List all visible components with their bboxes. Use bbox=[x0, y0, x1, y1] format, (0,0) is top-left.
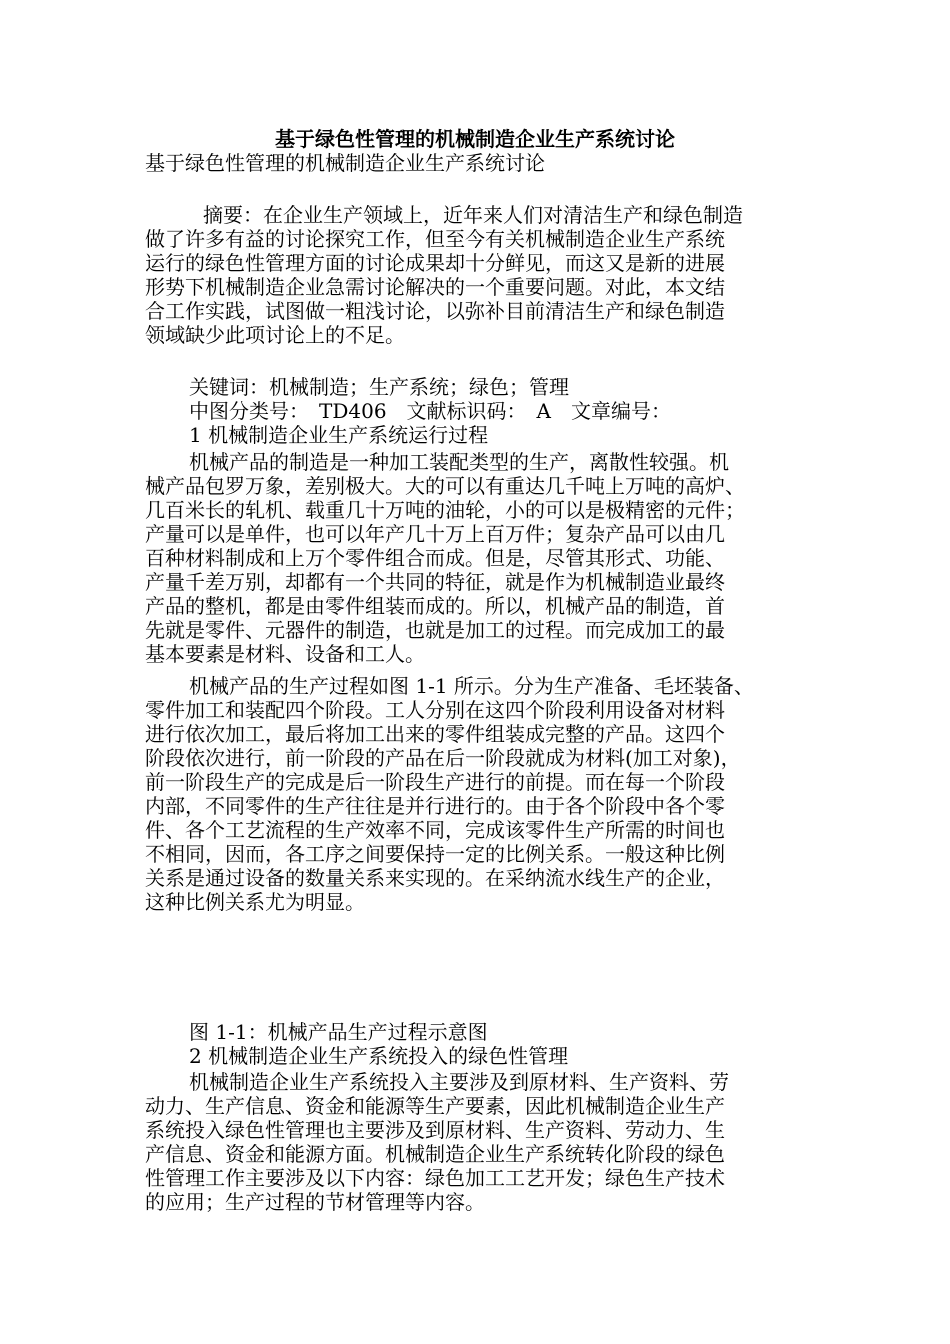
classification-line: 中图分类号： TD406 文献标识码： A 文章编号： bbox=[189, 399, 671, 423]
paragraph-line: 先就是零件、元器件的制造，也就是加工的过程。而完成加工的最 bbox=[145, 618, 725, 642]
paragraph-line: 产信息、资金和能源方面。机械制造企业生产系统转化阶段的绿色 bbox=[145, 1142, 725, 1166]
paragraph-line: 产量可以是单件，也可以年产几十万上百万件；复杂产品可以由几 bbox=[145, 522, 725, 546]
paragraph-line: 前一阶段生产的完成是后一阶段生产进行的前提。而在每一个阶段 bbox=[145, 770, 725, 794]
abstract-line: 做了许多有益的讨论探究工作，但至今有关机械制造企业生产系统 bbox=[145, 227, 725, 251]
abstract-line: 形势下机械制造企业急需讨论解决的一个重要问题。对此，本文结 bbox=[145, 275, 725, 299]
paragraph-line: 基本要素是材料、设备和工人。 bbox=[145, 642, 425, 666]
paragraph-line: 零件加工和装配四个阶段。工人分别在这四个阶段利用设备对材料 bbox=[145, 698, 725, 722]
abstract-line: 摘要：在企业生产领域上，近年来人们对清洁生产和绿色制造 bbox=[203, 203, 743, 227]
paragraph-line: 性管理工作主要涉及以下内容：绿色加工工艺开发；绿色生产技术 bbox=[145, 1166, 725, 1190]
abstract-line: 运行的绿色性管理方面的讨论成果却十分鲜见，而这又是新的进展 bbox=[145, 251, 725, 275]
paragraph-3 bbox=[145, 1070, 803, 1214]
document-subtitle: 基于绿色性管理的机械制造企业生产系统讨论 bbox=[145, 151, 545, 175]
paragraph-line: 机械产品的制造是一种加工装配类型的生产，离散性较强。机 bbox=[189, 450, 729, 474]
paragraph-line: 这种比例关系尤为明显。 bbox=[145, 890, 365, 914]
paragraph-line: 机械制造企业生产系统投入主要涉及到原材料、生产资料、劳 bbox=[189, 1070, 729, 1094]
paragraph-2 bbox=[145, 674, 803, 914]
abstract-line: 领域缺少此项讨论上的不足。 bbox=[145, 323, 405, 347]
paragraph-line: 几百米长的轧机、载重几十万吨的油轮，小的可以是极精密的元件； bbox=[145, 498, 745, 522]
abstract-line: 合工作实践，试图做一粗浅讨论，以弥补目前清洁生产和绿色制造 bbox=[145, 299, 725, 323]
figure-caption-block bbox=[145, 1020, 803, 1068]
abstract-paragraph bbox=[145, 203, 803, 347]
paragraph-line: 内部，不同零件的生产往往是并行进行的。由于各个阶段中各个零 bbox=[145, 794, 725, 818]
paragraph-line: 百种材料制成和上万个零件组合而成。但是，尽管其形式、功能、 bbox=[145, 546, 725, 570]
paragraph-line: 的应用；生产过程的节材管理等内容。 bbox=[145, 1190, 485, 1214]
document-title: 基于绿色性管理的机械制造企业生产系统讨论 bbox=[275, 127, 675, 151]
paragraph-line: 阶段依次进行，前一阶段的产品在后一阶段就成为材料(加工对象)， bbox=[145, 746, 741, 770]
paragraph-line: 械产品包罗万象，差别极大。大的可以有重达几千吨上万吨的高炉、 bbox=[145, 474, 745, 498]
section1-heading: 1 机械制造企业生产系统运行过程 bbox=[189, 423, 489, 447]
subtitle-block bbox=[145, 151, 803, 175]
paragraph-line: 动力、生产信息、资金和能源等生产要素，因此机械制造企业生产 bbox=[145, 1094, 725, 1118]
figure-caption: 图 1-1：机械产品生产过程示意图 bbox=[189, 1020, 488, 1044]
paragraph-line: 关系是通过设备的数量关系来实现的。在采纳流水线生产的企业， bbox=[145, 866, 725, 890]
section2-heading: 2 机械制造企业生产系统投入的绿色性管理 bbox=[189, 1044, 569, 1068]
paragraph-1 bbox=[145, 450, 803, 666]
paragraph-line: 产品的整机，都是由零件组装而成的。所以，机械产品的制造，首 bbox=[145, 594, 725, 618]
metadata-block bbox=[145, 375, 803, 447]
paragraph-line: 进行依次加工，最后将加工出来的零件组装成完整的产品。这四个 bbox=[145, 722, 725, 746]
paragraph-line: 机械产品的生产过程如图 1-1 所示。分为生产准备、毛坯装备、 bbox=[189, 674, 754, 698]
paragraph-line: 件、各个工艺流程的生产效率不同，完成该零件生产所需的时间也 bbox=[145, 818, 725, 842]
paragraph-line: 产量千差万别，却都有一个共同的特征，就是作为机械制造业最终 bbox=[145, 570, 725, 594]
paragraph-line: 系统投入绿色性管理也主要涉及到原材料、生产资料、劳动力、生 bbox=[145, 1118, 725, 1142]
paragraph-line: 不相同，因而，各工序之间要保持一定的比例关系。一般这种比例 bbox=[145, 842, 725, 866]
keywords-line: 关键词：机械制造；生产系统；绿色；管理 bbox=[189, 375, 569, 399]
